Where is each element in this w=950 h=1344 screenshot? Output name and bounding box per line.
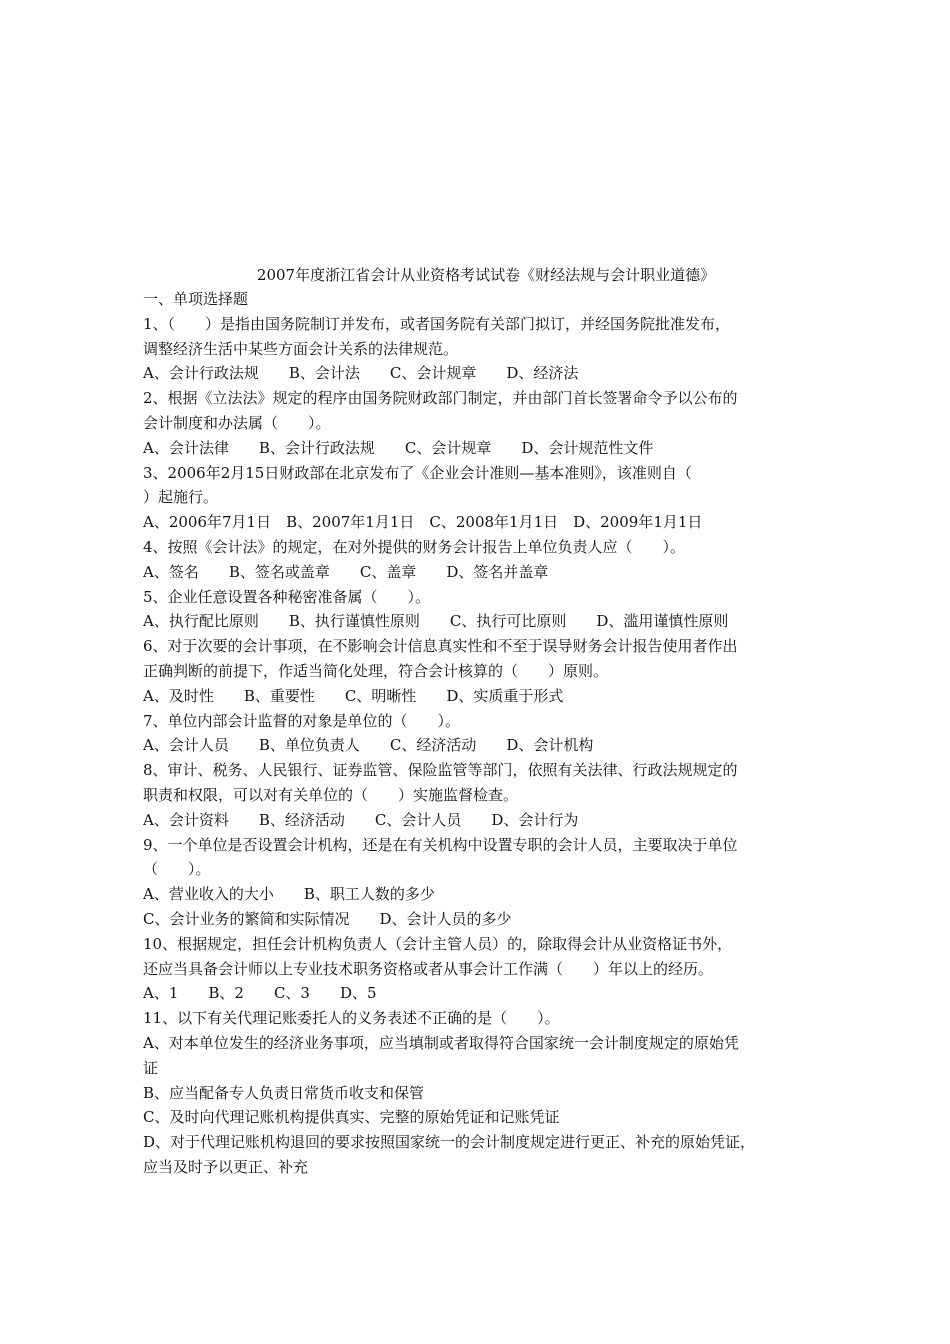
text-line: 2、根据《立法法》规定的程序由国务院财政部门制定，并由部门首长签署命令予以公布的 [143,389,738,408]
text-line: 应当及时予以更正、补充 [143,1157,309,1176]
text-line: A、会计人员 B、单位负责人 C、经济活动 D、会计机构 [143,736,594,755]
text-line: 9、一个单位是否设置会计机构，还是在有关机构中设置专职的会计人员，主要取决于单位 [143,835,738,854]
question-list [143,312,815,1180]
text-line: B、应当配备专人负责日常货币收支和保管 [143,1083,425,1102]
text-line: A、2006年7月1日 B、2007年1月1日 C、2008年1月1日 D、2009年1月1日 [143,513,703,532]
document-title: 2007年度浙江省会计从业资格考试试卷《财经法规与会计职业道德》 [256,266,716,284]
text-line: 11、以下有关代理记账委托人的义务表述不正确的是（ ）。 [143,1009,560,1028]
text-line: A、1 B、2 C、3 D、5 [143,984,377,1003]
text-line: A、对本单位发生的经济业务事项，应当填制或者取得符合国家统一会计制度规定的原始凭 [143,1033,739,1052]
section-heading: 一、单项选择题 [143,290,249,308]
text-line: D、对于代理记账机构退回的要求按照国家统一的会计制度规定进行更正、补充的原始凭证， [143,1133,756,1152]
text-line: 7、单位内部会计监督的对象是单位的（ ）。 [143,711,461,730]
text-line: A、会计行政法规 B、会计法 C、会计规章 D、经济法 [143,364,579,383]
text-line: ）起施行。 [143,488,219,507]
text-line: 调整经济生活中某些方面会计关系的法律规范。 [143,339,459,358]
text-line: 正确判断的前提下，作适当简化处理，符合会计核算的（ ）原则。 [143,661,609,680]
text-line: A、会计法律 B、会计行政法规 C、会计规章 D、会计规范性文件 [143,438,654,457]
text-line: （ ）。 [143,860,211,879]
text-line: 职责和权限，可以对有关单位的（ ）实施监督检查。 [143,785,519,804]
text-line: A、签名 B、签名或盖章 C、盖章 D、签名并盖章 [143,562,549,581]
text-line: A、及时性 B、重要性 C、明晰性 D、实质重于形式 [143,686,564,705]
text-line: 6、对于次要的会计事项，在不影响会计信息真实性和不至于误导财务会计报告使用者作出 [143,637,738,656]
text-line: 证 [143,1058,159,1077]
document-page [143,263,815,1180]
text-line: A、会计资料 B、经济活动 C、会计人员 D、会计行为 [143,810,579,829]
text-line: 4、按照《会计法》的规定，在对外提供的财务会计报告上单位负责人应（ ）。 [143,537,686,556]
text-line: 会计制度和办法属（ ）。 [143,413,331,432]
text-line: 还应当具备会计师以上专业技术职务资格或者从事会计工作满（ ）年以上的经历。 [143,959,714,978]
text-line: A、营业收入的大小 B、职工人数的多少 [143,885,435,904]
text-line: 3、2006年2月15日财政部在北京发布了《企业会计准则—基本准则》，该准则自（ [143,463,692,482]
text-line: A、执行配比原则 B、执行谨慎性原则 C、执行可比原则 D、滥用谨慎性原则 [143,612,729,631]
text-line: C、及时向代理记账机构提供真实、完整的原始凭证和记账凭证 [143,1108,560,1127]
text-line: 10、根据规定，担任会计机构负责人（会计主管人员）的，除取得会计从业资格证书外， [143,934,733,953]
text-line: 5、企业任意设置各种秘密准备属（ ）。 [143,587,431,606]
text-line: 1、（ ）是指由国务院制订并发布，或者国务院有关部门拟订，并经国务院批准发布， [143,314,731,333]
text-line: 8、审计、税务、人民银行、证券监管、保险监管等部门，依照有关法律、行政法规规定的 [143,761,738,780]
text-line: C、会计业务的繁简和实际情况 D、会计人员的多少 [143,909,512,928]
